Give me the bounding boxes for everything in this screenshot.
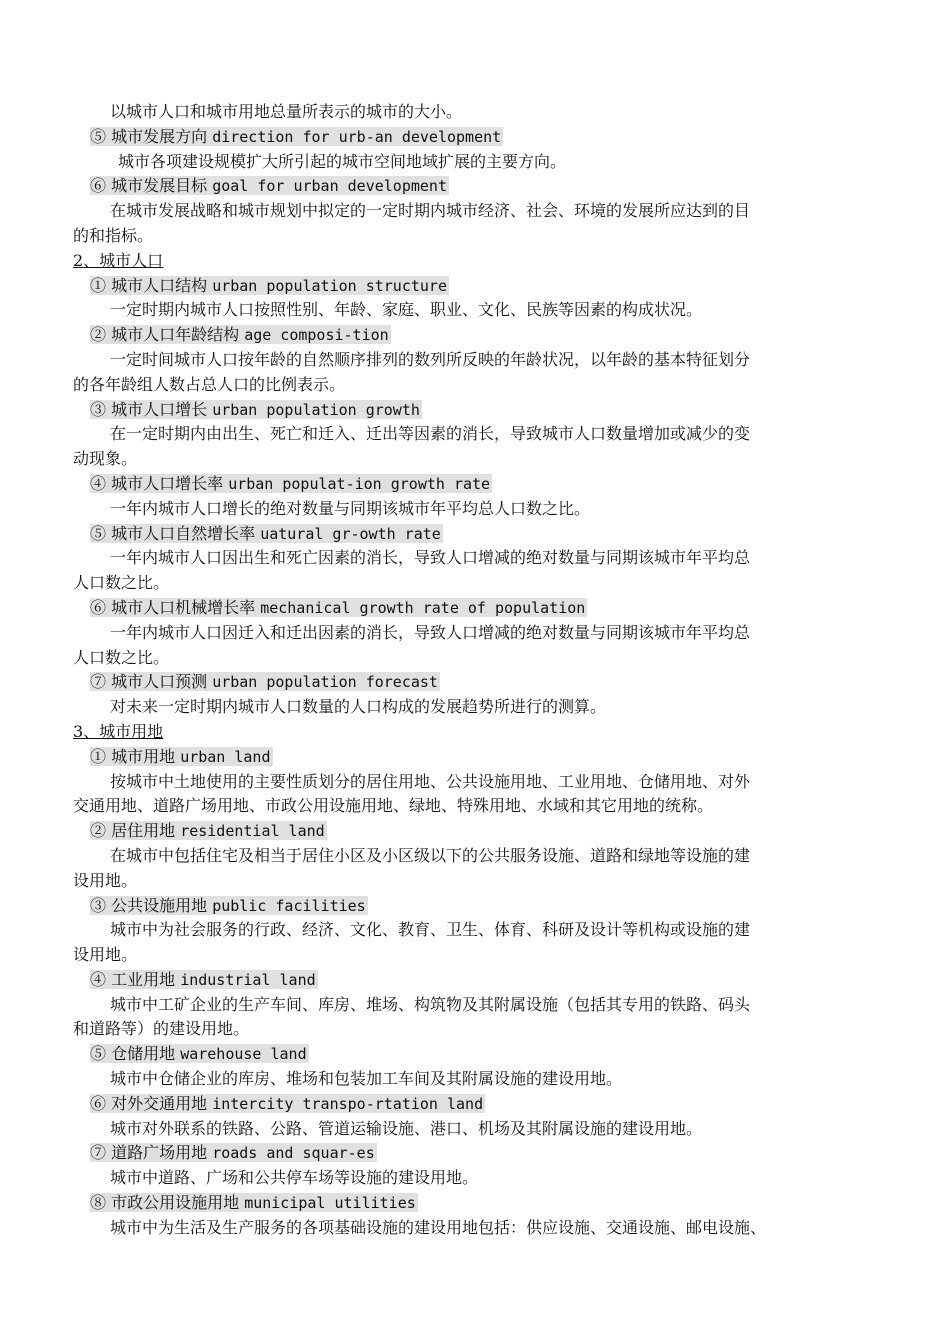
term-english: mechanical growth rate of population (260, 598, 586, 617)
term-heading (73, 670, 878, 695)
term-label (90, 474, 492, 493)
term-chinese: ④ 城市人口增长率 (90, 473, 229, 493)
term-heading (73, 125, 878, 150)
term-english: urban population forecast (212, 673, 438, 692)
term-heading (73, 174, 878, 199)
term-english: public facilities (212, 896, 366, 915)
paragraph-line: 的各年龄组人数占总人口的比例表示。 (73, 374, 346, 394)
term-label (90, 896, 368, 915)
term-label (90, 747, 273, 766)
term-chinese: ⑤ 城市人口自然增长率 (90, 523, 261, 543)
term-chinese: ⑦ 道路广场用地 (90, 1143, 213, 1163)
term-heading (73, 894, 878, 919)
term-label (90, 400, 422, 419)
term-english: warehouse land (180, 1045, 307, 1064)
term-english: residential land (180, 822, 325, 841)
term-heading (73, 1191, 878, 1216)
term-english: intercity transpo-rtation land (212, 1094, 484, 1113)
term-chinese: ① 城市用地 (90, 746, 181, 766)
term-heading (73, 274, 878, 299)
term-english: roads and squar-es (212, 1144, 375, 1163)
term-english: uatural gr-owth rate (260, 524, 441, 543)
paragraph-line: 城市中道路、广场和公共停车场等设施的建设用地。 (110, 1168, 479, 1188)
term-chinese: ② 城市人口年龄结构 (90, 325, 245, 345)
paragraph-line: 在一定时期内由出生、死亡和迁入、迁出等因素的消长，导致城市人口数量增加或减少的变 (110, 424, 751, 444)
term-label (90, 821, 327, 840)
term-label (90, 1044, 309, 1063)
term-english: urban populat-ion growth rate (228, 474, 491, 493)
paragraph-line: 城市中为社会服务的行政、经济、文化、教育、卫生、体育、科研及设计等机构或设施的建 (110, 920, 751, 940)
term-heading (73, 968, 878, 993)
section-heading-text: 2、城市人口 (73, 250, 164, 270)
paragraph-line: 一定时间城市人口按年龄的自然顺序排列的数列所反映的年龄状况，以年龄的基本特征划分 (110, 349, 751, 369)
term-label (90, 176, 449, 195)
term-chinese: ④ 工业用地 (90, 969, 181, 989)
term-chinese: ⑦ 城市人口预测 (90, 672, 213, 692)
term-heading (73, 323, 878, 348)
term-chinese: ③ 公共设施用地 (90, 895, 213, 915)
paragraph-line: 一年内城市人口因出生和死亡因素的消长，导致人口增减的绝对数量与同期该城市年平均总 (110, 548, 751, 568)
paragraph-line: 城市中为生活及生产服务的各项基础设施的建设用地包括：供应设施、交通设施、邮电设施、 (110, 1217, 767, 1237)
term-heading (73, 1042, 878, 1067)
paragraph-line: 对未来一定时期内城市人口数量的人口构成的发展趋势所进行的测算。 (110, 697, 607, 717)
paragraph-line: 交通用地、道路广场用地、市政公用设施用地、绿地、特殊用地、水域和其它用地的统称。 (73, 796, 714, 816)
paragraph-line: 城市对外联系的铁路、公路、管道运输设施、港口、机场及其附属设施的建设用地。 (110, 1118, 703, 1138)
term-heading (73, 596, 878, 621)
paragraph-line: 在城市发展战略和城市规划中拟定的一定时期内城市经济、社会、环境的发展所应达到的目 (110, 201, 751, 221)
term-chinese: ① 城市人口结构 (90, 275, 213, 295)
term-heading (73, 398, 878, 423)
paragraph-line: 设用地。 (73, 870, 138, 890)
term-chinese: ⑥ 城市人口机械增长率 (90, 597, 261, 617)
paragraph-line: 的和指标。 (73, 225, 154, 245)
term-heading (73, 819, 878, 844)
paragraph-line: 按城市中土地使用的主要性质划分的居住用地、公共设施用地、工业用地、仓储用地、对外 (110, 771, 751, 791)
term-english: urban population structure (212, 276, 447, 295)
term-label (90, 1143, 377, 1162)
paragraph-line: 城市中工矿企业的生产车间、库房、堆场、构筑物及其附属设施（包括其专用的铁路、码头 (110, 994, 751, 1014)
paragraph-line: 设用地。 (73, 945, 138, 965)
paragraph-line: 和道路等）的建设用地。 (73, 1019, 250, 1039)
term-english: urban population growth (212, 400, 420, 419)
section-heading-text: 3、城市用地 (73, 721, 164, 741)
term-label (90, 127, 503, 146)
term-heading (73, 1092, 878, 1117)
term-chinese: ③ 城市人口增长 (90, 399, 213, 419)
paragraph-line: 动现象。 (73, 449, 138, 469)
term-english: goal for urban development (212, 177, 447, 196)
paragraph-line: 城市中仓储企业的库房、堆场和包装加工车间及其附属设施的建设用地。 (110, 1069, 623, 1089)
paragraph-line: 一年内城市人口因迁入和迁出因素的消长，导致人口增减的绝对数量与同期该城市年平均总 (110, 622, 751, 642)
term-chinese: ② 居住用地 (90, 821, 181, 841)
term-english: municipal utilities (244, 1194, 416, 1213)
term-label (90, 325, 391, 344)
term-english: age composi-tion (244, 326, 389, 345)
term-label (90, 524, 443, 543)
term-label (90, 672, 440, 691)
term-chinese: ⑥ 城市发展目标 (90, 176, 213, 196)
term-label (90, 1193, 418, 1212)
term-chinese: ⑥ 对外交通用地 (90, 1093, 213, 1113)
term-heading (73, 1141, 878, 1166)
term-heading (73, 745, 878, 770)
term-label (90, 598, 587, 617)
term-english: urban land (180, 747, 271, 766)
term-label (90, 1094, 485, 1113)
section-heading (73, 720, 878, 745)
term-english: direction for urb-an development (212, 127, 502, 146)
term-chinese: ⑧ 市政公用设施用地 (90, 1193, 245, 1213)
term-label (90, 276, 449, 295)
paragraph-line: 人口数之比。 (73, 647, 170, 667)
term-label (90, 970, 318, 989)
term-chinese: ⑤ 仓储用地 (90, 1044, 181, 1064)
paragraph-line: 一年内城市人口增长的绝对数量与同期该城市年平均总人口数之比。 (110, 498, 591, 518)
term-heading (73, 472, 878, 497)
term-english: industrial land (180, 970, 316, 989)
section-heading (73, 249, 878, 274)
paragraph-line: 在城市中包括住宅及相当于居住小区及小区级以下的公共服务设施、道路和绿地等设施的建 (110, 845, 751, 865)
term-heading (73, 522, 878, 547)
term-chinese: ⑤ 城市发展方向 (90, 126, 213, 146)
paragraph-line: 以城市人口和城市用地总量所表示的城市的大小。 (110, 102, 463, 121)
paragraph-line: 一定时期内城市人口按照性别、年龄、家庭、职业、文化、民族等因素的构成状况。 (110, 300, 703, 320)
paragraph-line: 城市各项建设规模扩大所引起的城市空间地域扩展的主要方向。 (118, 151, 567, 171)
paragraph-line: 人口数之比。 (73, 573, 170, 593)
